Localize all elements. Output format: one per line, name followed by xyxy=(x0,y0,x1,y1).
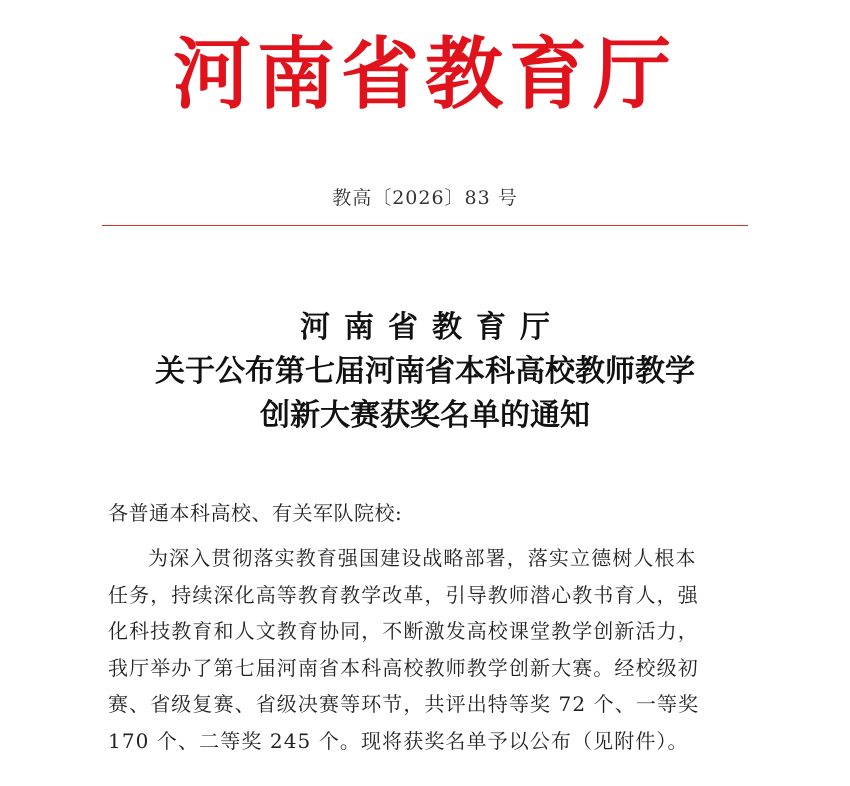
notice-title xyxy=(0,306,850,438)
body-line: 化科技教育和人文教育协同，不断激发高校课堂教学创新活力， xyxy=(108,619,699,643)
body-line: 赛、省级复赛、省级决赛等环节，共评出特等奖 72 个、一等奖 xyxy=(108,692,700,716)
body-line: 任务，持续深化高等教育教学改革，引导教师潜心教书育人，强 xyxy=(108,582,699,607)
title-line-2: 关于公布第七届河南省本科高校教师教学 xyxy=(155,354,695,389)
title-issuer: 河南省教育厅 xyxy=(300,310,564,345)
masthead-title: 河南省教育厅 xyxy=(172,29,677,120)
body-line: 我厅举办了第七届河南省本科高校教师教学创新大赛。经校级初 xyxy=(108,655,699,680)
red-divider-line xyxy=(102,225,748,226)
body-line: 为深入贯彻落实教育强国建设战略部署，落实立德树人根本 xyxy=(148,546,697,570)
body-line: 170 个、二等奖 245 个。现将获奖名单予以公布（见附件）。 xyxy=(108,728,689,753)
salutation: 各普通本科高校、有关军队院校: xyxy=(108,501,403,525)
title-line-3: 创新大赛获奖名单的通知 xyxy=(260,398,590,433)
document-number: 教高〔2026〕83 号 xyxy=(332,187,518,209)
body-paragraph xyxy=(108,540,758,759)
